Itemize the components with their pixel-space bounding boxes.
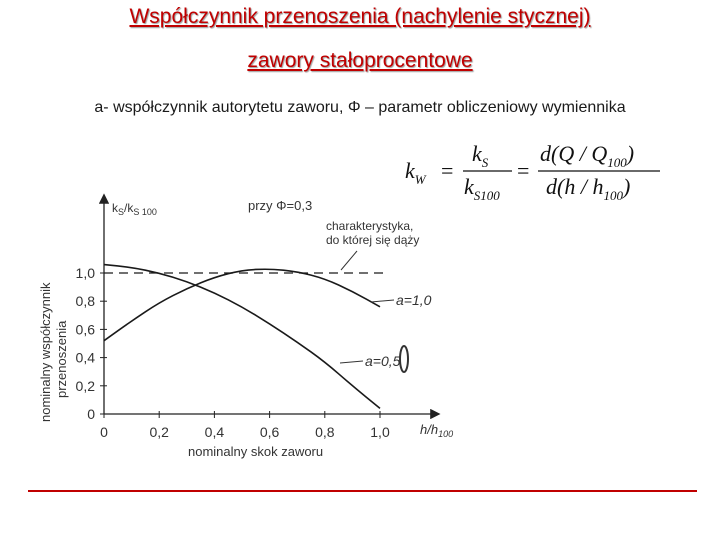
formula-num1: $k_S$ bbox=[472, 141, 489, 170]
x-tick-label: 0 bbox=[100, 424, 108, 440]
y-tick-label: 1,0 bbox=[75, 265, 95, 281]
y-tick-label: 0,6 bbox=[75, 321, 95, 338]
x-axis-label: nominalny skok zaworu bbox=[188, 444, 324, 459]
curve-pointer-a05 bbox=[340, 361, 363, 363]
legend-description: a- współczynnik autorytetu zaworu, Φ – parametr obliczeniowy wymiennika bbox=[94, 99, 626, 116]
curve-label-a1: a=1,0 bbox=[396, 292, 432, 308]
curve-label-a05: a=0,5 bbox=[365, 353, 401, 369]
y-axis-label-line1: nominalny współczynnik bbox=[38, 282, 53, 422]
pointer-marker bbox=[400, 346, 408, 372]
formula-eq2: = bbox=[517, 158, 530, 183]
target-annotation-line1: charakterystyka, bbox=[326, 219, 414, 233]
target-annotation bbox=[326, 219, 419, 270]
slide-subtitle-heading: zawory stałoprocentowe bbox=[247, 49, 473, 72]
y-tick-label: 0,8 bbox=[75, 293, 95, 310]
y-axis-label bbox=[38, 282, 69, 422]
x-tick-label: 0,4 bbox=[204, 424, 225, 440]
annotation-pointer bbox=[341, 251, 357, 270]
formula-den1: $k_{S100}$ bbox=[464, 174, 500, 203]
series-line-1 bbox=[104, 265, 380, 409]
slide-title: Współczynnik przenoszenia (nachylenie stycznej) bbox=[129, 5, 591, 28]
x-tick-label: 0,6 bbox=[259, 424, 280, 440]
x-tick-label: 1,0 bbox=[370, 424, 390, 440]
formula bbox=[405, 141, 660, 203]
formula-kw: $k_W$ bbox=[405, 158, 426, 187]
y-tick-label: 0,4 bbox=[75, 349, 95, 366]
series-line-0 bbox=[104, 269, 380, 340]
x-tick-label: 0,2 bbox=[149, 424, 169, 440]
formula-den2: $d(h / h_{100})$ bbox=[546, 174, 631, 203]
formula-num2: $d(Q / Q_{100})$ bbox=[540, 141, 635, 170]
y-tick-label: 0 bbox=[87, 406, 95, 422]
y-axis-top-label: $k_S/k_{S 100}$ bbox=[112, 201, 157, 217]
target-annotation-line2: do której się dąży bbox=[326, 233, 420, 247]
x-axis-end-label: $h/h_{100}$ bbox=[420, 422, 454, 439]
curve-pointer-a1 bbox=[371, 300, 394, 302]
bottom-divider bbox=[28, 490, 697, 492]
x-tick-label: 0,8 bbox=[315, 424, 335, 440]
formula-eq1: = bbox=[441, 158, 454, 183]
y-axis-label-line2: przenoszenia bbox=[54, 320, 69, 398]
y-tick-label: 0,2 bbox=[75, 377, 95, 394]
series bbox=[104, 265, 388, 409]
phi-label: przy Φ=0,3 bbox=[248, 198, 313, 213]
